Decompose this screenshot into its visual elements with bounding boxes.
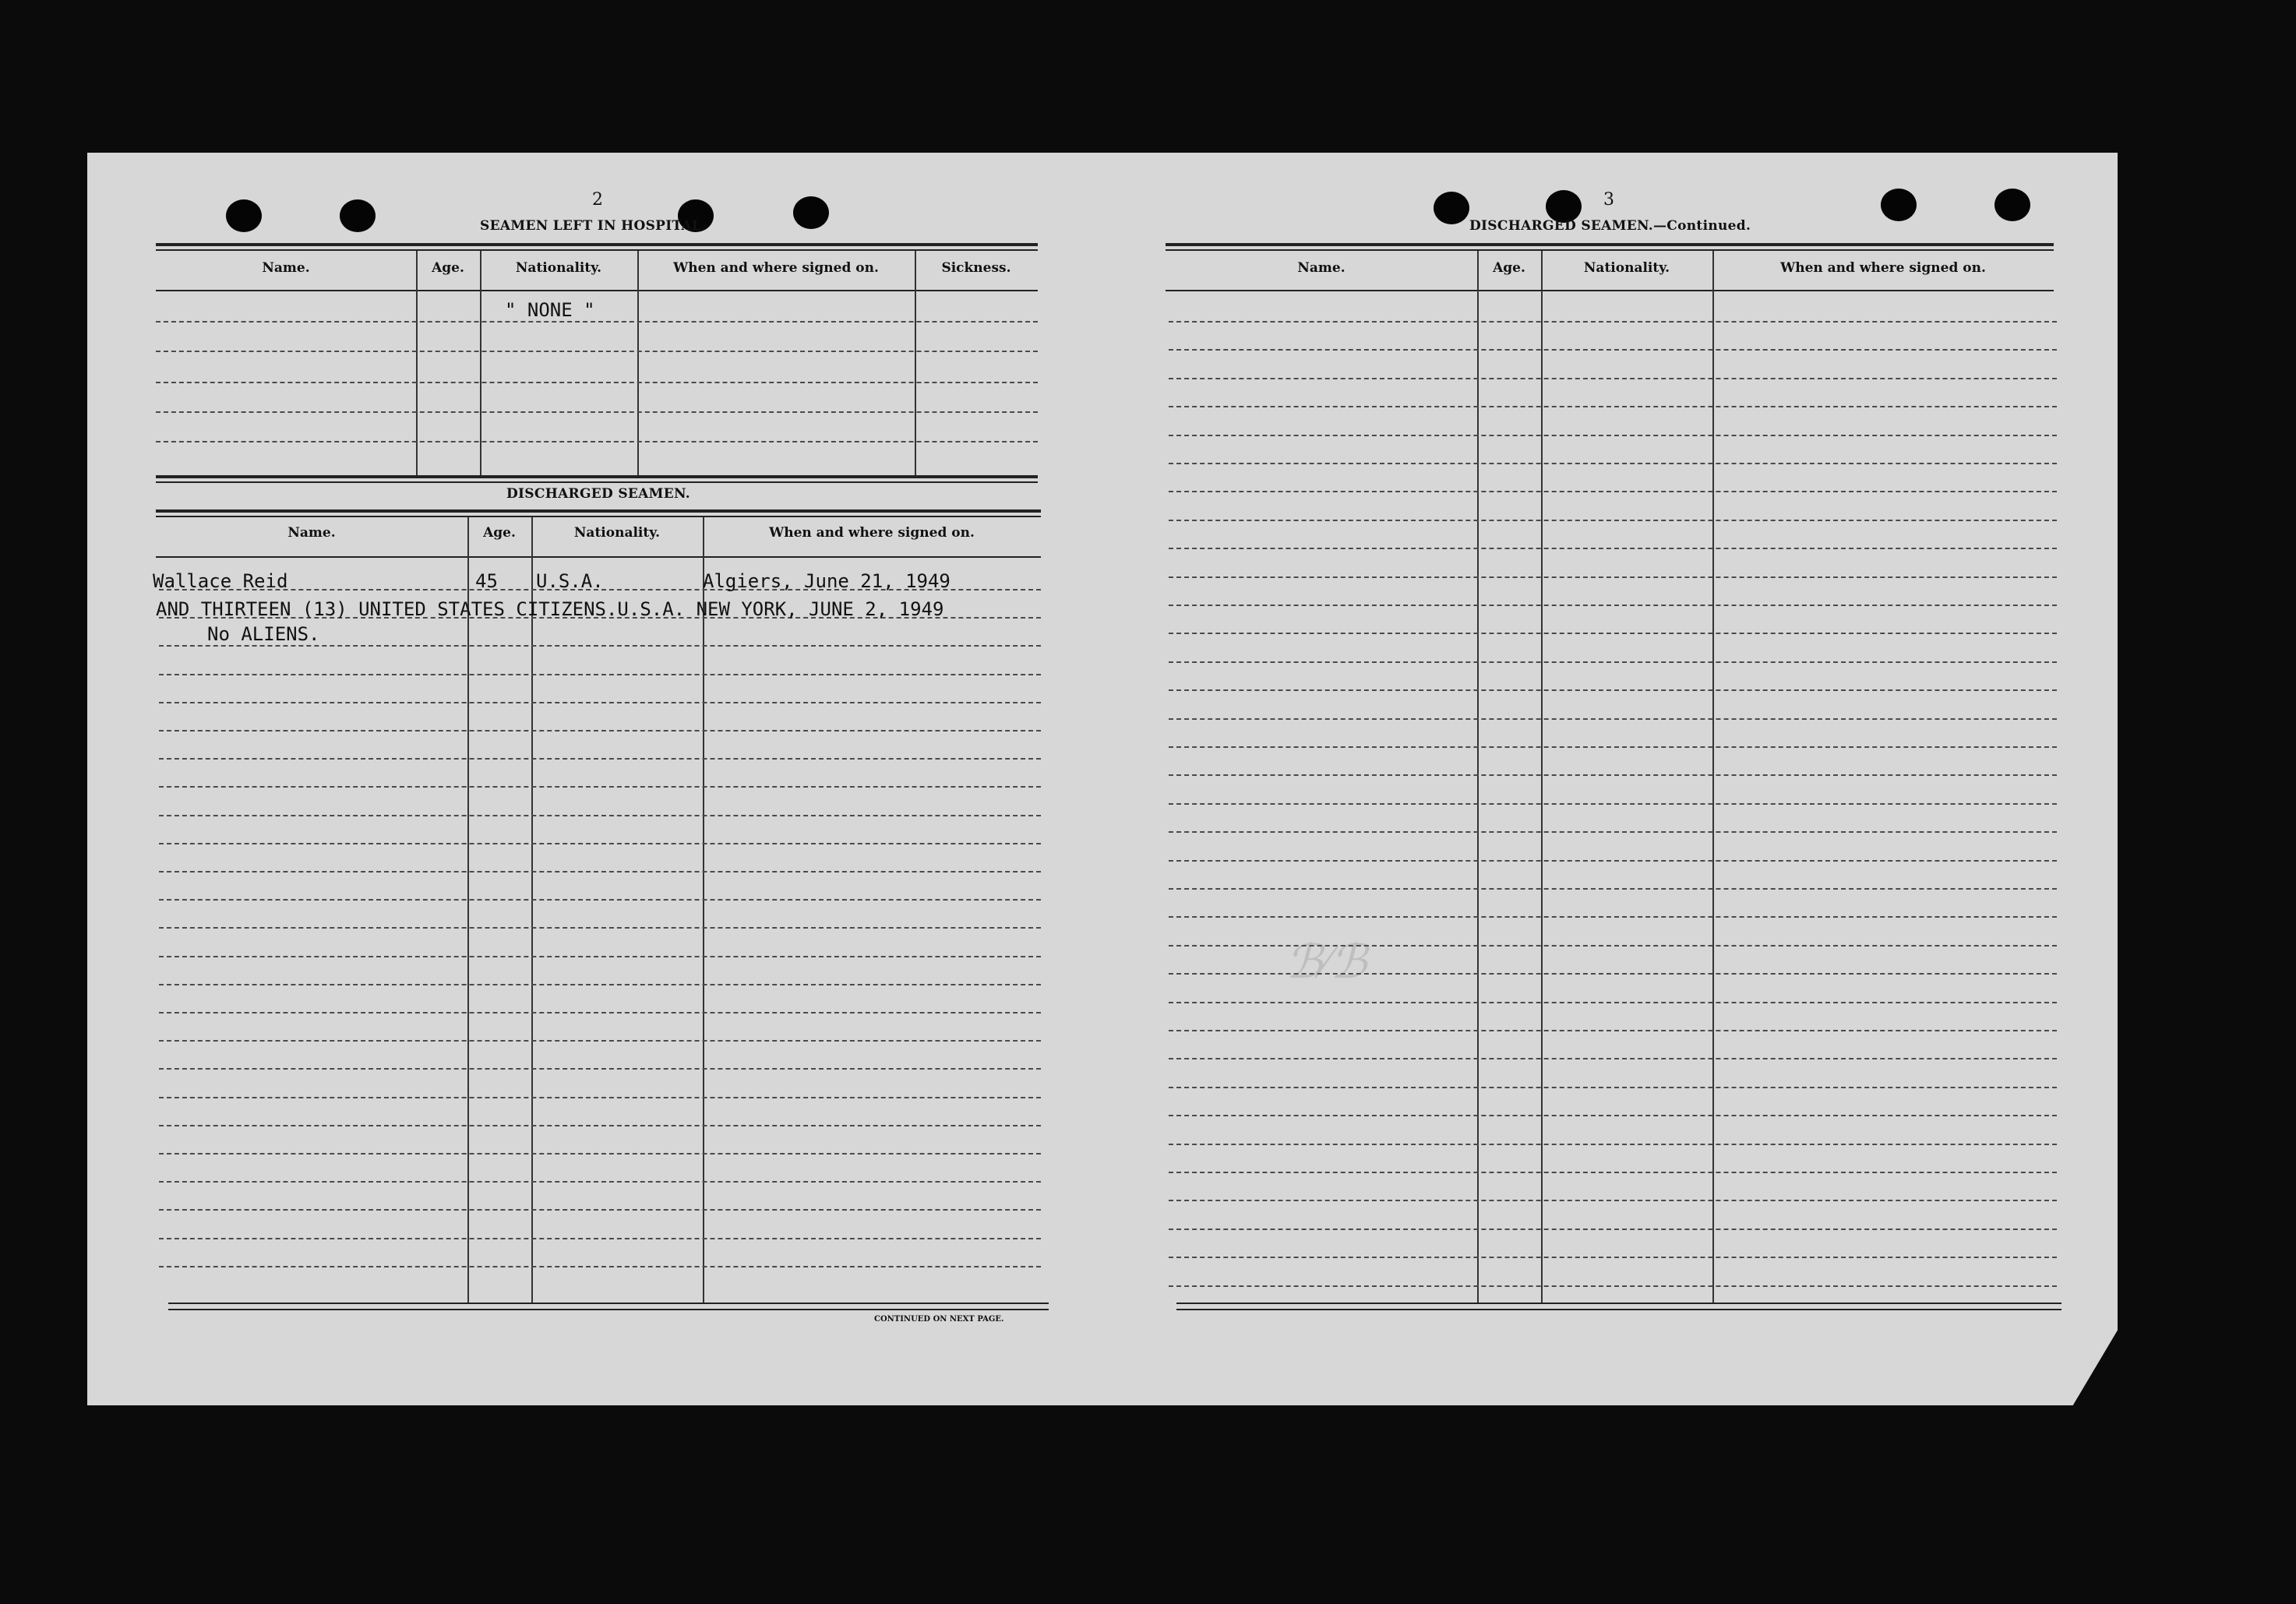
ruled-line <box>159 1068 1041 1070</box>
ruled-line <box>159 984 1041 985</box>
rule <box>156 243 1038 246</box>
ruled-line <box>1169 774 2057 776</box>
ruled-line <box>1169 1115 2057 1116</box>
continued-note: CONTINUED ON NEXT PAGE. <box>874 1315 1004 1324</box>
summary-line: AND THIRTEEN (13) UNITED STATES CITIZENS.U.S.A. NEW YORK, JUNE 2, 1949 <box>156 598 944 620</box>
rule <box>1166 249 2054 251</box>
ruled-line <box>1169 1172 2057 1173</box>
ruled-line <box>1169 463 2057 464</box>
ruled-line <box>1169 605 2057 606</box>
seaman-age: 45 <box>475 570 498 592</box>
ruled-line <box>156 382 1038 383</box>
rule <box>156 516 1041 517</box>
ruled-line <box>1169 633 2057 634</box>
punch-hole <box>340 199 376 232</box>
ruled-line <box>1169 1285 2057 1287</box>
bleed-through-mark: ℬ⁄ℬ <box>1286 936 1367 988</box>
rule <box>156 481 1038 483</box>
ruled-line <box>159 758 1041 760</box>
col-header-signed-on: When and where signed on. <box>673 260 879 276</box>
ruled-line <box>1169 491 2057 492</box>
punch-hole <box>226 199 262 232</box>
punch-hole <box>1434 192 1469 224</box>
ruled-line <box>159 730 1041 731</box>
ruled-line <box>159 871 1041 873</box>
seaman-nationality: U.S.A. <box>536 570 604 592</box>
ruled-line <box>159 927 1041 929</box>
rule <box>156 475 1038 478</box>
ruled-line <box>1169 1087 2057 1088</box>
col-header-nationality: Nationality. <box>1583 260 1670 276</box>
ruled-line <box>159 1125 1041 1126</box>
ruled-line <box>159 1238 1041 1239</box>
ruled-line <box>159 786 1041 788</box>
col-divider <box>1712 251 1714 1304</box>
rule <box>156 249 1038 251</box>
col-header-age: Age. <box>483 525 516 541</box>
col-header-sickness: Sickness. <box>941 260 1011 276</box>
rule <box>1166 243 2054 246</box>
ruled-line <box>159 1266 1041 1267</box>
seaman-name: Wallace Reid <box>153 570 288 592</box>
ruled-line <box>1169 661 2057 663</box>
ruled-line <box>1169 973 2057 975</box>
ruled-line <box>1169 803 2057 805</box>
punch-hole <box>1881 189 1917 221</box>
col-header-signed-on: When and where signed on. <box>769 525 975 541</box>
page-number-right: 3 <box>1603 190 1614 210</box>
col-divider <box>1477 251 1479 1304</box>
discharged-section-title: DISCHARGED SEAMEN. <box>506 486 690 502</box>
ruled-line <box>1169 520 2057 521</box>
col-header-signed-on: When and where signed on. <box>1780 260 1986 276</box>
rule <box>1176 1309 2061 1310</box>
ruled-line <box>156 321 1038 323</box>
ruled-line <box>159 899 1041 901</box>
ruled-line <box>156 441 1038 442</box>
col-header-name: Name. <box>287 525 336 541</box>
ruled-line <box>1169 718 2057 720</box>
ruled-line <box>159 674 1041 675</box>
ruled-line <box>1169 548 2057 549</box>
ruled-line <box>1169 1030 2057 1031</box>
col-header-age: Age. <box>1493 260 1525 276</box>
summary-line: No ALIENS. <box>207 623 320 645</box>
ruled-line <box>1169 1229 2057 1230</box>
col-divider <box>467 517 469 1304</box>
punch-hole <box>1994 189 2030 221</box>
ruled-line <box>1169 435 2057 436</box>
ruled-line <box>1169 1257 2057 1258</box>
ruled-line <box>1169 888 2057 890</box>
ruled-line <box>159 1040 1041 1042</box>
rule <box>168 1303 1049 1304</box>
hospital-entry: " NONE " <box>505 299 595 321</box>
ruled-line <box>159 702 1041 703</box>
ruled-line <box>1169 1058 2057 1059</box>
ruled-line <box>1169 378 2057 379</box>
ruled-line <box>156 351 1038 352</box>
ruled-line <box>1169 576 2057 578</box>
ruled-line <box>1169 1002 2057 1003</box>
ruled-line <box>1169 916 2057 918</box>
col-divider <box>1541 251 1543 1304</box>
col-header-name: Name. <box>262 260 310 276</box>
col-header-nationality: Nationality. <box>573 525 661 541</box>
col-header-nationality: Nationality. <box>515 260 602 276</box>
col-divider <box>531 517 533 1304</box>
ruled-line <box>159 956 1041 957</box>
ruled-line <box>159 1012 1041 1014</box>
ruled-line <box>1169 689 2057 691</box>
ruled-line <box>156 411 1038 413</box>
ruled-line <box>1169 406 2057 407</box>
ruled-line <box>159 815 1041 816</box>
hospital-section-title: SEAMEN LEFT IN HOSPITAL. <box>480 218 707 234</box>
rule <box>156 290 1038 291</box>
rule <box>156 509 1041 513</box>
ruled-line <box>159 1181 1041 1183</box>
ruled-line <box>1169 746 2057 748</box>
ruled-line <box>1169 1144 2057 1145</box>
ruled-line <box>159 1097 1041 1098</box>
col-header-name: Name. <box>1297 260 1346 276</box>
page-number-left: 2 <box>592 190 603 210</box>
rule <box>168 1309 1049 1310</box>
ruled-line <box>1169 349 2057 351</box>
rule <box>1176 1303 2061 1304</box>
seaman-signed-on: Algiers, June 21, 1949 <box>703 570 950 592</box>
document-sheet <box>87 153 2118 1405</box>
ruled-line <box>1169 1200 2057 1201</box>
ruled-line <box>159 843 1041 844</box>
rule <box>156 556 1041 558</box>
right-section-title: DISCHARGED SEAMEN.—Continued. <box>1469 218 1751 234</box>
col-header-age: Age. <box>432 260 464 276</box>
ruled-line <box>1169 321 2057 323</box>
ruled-line <box>1169 945 2057 947</box>
ruled-line <box>1169 860 2057 862</box>
rule <box>1166 290 2054 291</box>
ruled-line <box>1169 831 2057 833</box>
punch-hole <box>793 196 829 229</box>
col-divider <box>703 517 704 1304</box>
ruled-line <box>159 645 1041 647</box>
ruled-line <box>159 1209 1041 1211</box>
ruled-line <box>159 1153 1041 1155</box>
